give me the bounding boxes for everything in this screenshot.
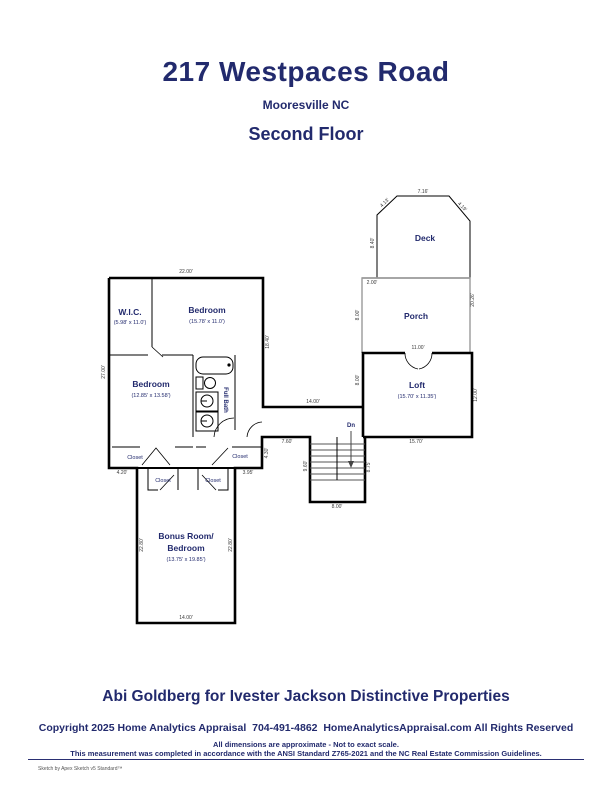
footer-disclaimer-ansi: This measurement was completed in accordance with the ANSI Standard Z765-2021 and the NC Real Estate Commission Guidelines. — [70, 749, 542, 758]
upper-right-closet-doors — [212, 448, 228, 465]
room-label-closet-lower-left: Closet — [155, 478, 171, 484]
room-label-closet-lower-right: Closet — [205, 478, 221, 484]
room-size-bedroom-left: (12.85' x 13.58') — [131, 393, 171, 399]
dim-bonus-bottom: 14.00' — [179, 615, 193, 621]
stairs-down-label: Dn — [347, 423, 355, 429]
room-label-wic: W.I.C. — [118, 307, 142, 317]
dim-loft-right: 12.00' — [473, 388, 479, 402]
dim-loft-bottom: 15.70' — [409, 439, 423, 445]
room-label-bedroom-left: Bedroom — [132, 379, 170, 389]
dim-bonus-right: 22.80' — [228, 538, 234, 552]
bath-door-arc — [214, 418, 234, 437]
dim-stairs-bottom: 8.00' — [331, 504, 343, 510]
room-label-bonus-line2: Bedroom — [167, 543, 205, 553]
room-size-wic: (5.98' x 11.0') — [113, 320, 147, 326]
dim-closet-right: 3.95' — [242, 470, 254, 476]
dim-deck-left: 8.40' — [370, 237, 376, 249]
french-door-arcs — [405, 353, 432, 369]
dim-porch-top-left: 2.00' — [366, 280, 378, 286]
room-label-deck: Deck — [414, 233, 436, 243]
room-label-bedroom-top: Bedroom — [188, 305, 226, 315]
dim-hall-lower: 7.60' — [281, 439, 293, 445]
room-label-loft: Loft — [408, 380, 426, 390]
dim-porch-right: 20.26' — [470, 293, 476, 307]
dim-hall: 14.00' — [306, 399, 320, 405]
footer-rule — [28, 759, 584, 760]
dim-stairs-left: 9.60' — [303, 460, 309, 472]
room-size-bedroom-top: (15.78' x 11.0') — [189, 319, 225, 325]
dim-porch-left: 8.00' — [355, 309, 361, 321]
room-size-loft: (15.70' x 11.35') — [397, 394, 437, 400]
dim-stairs-right: 8.75' — [366, 461, 372, 473]
dim-deck-diag-right: 4.19' — [456, 201, 468, 213]
upper-left-closet-doors — [142, 448, 170, 465]
room-label-full-bath: Full Bath — [222, 387, 228, 413]
footer-disclaimer-scale: All dimensions are approximate - Not to exact scale. — [213, 740, 399, 749]
dim-loft-door: 11.00' — [411, 345, 425, 351]
room-label-closet-upper-right: Closet — [232, 454, 248, 460]
dim-loft-left: 8.00' — [355, 374, 361, 386]
room-label-porch: Porch — [403, 311, 429, 321]
bedroom-door-arc — [247, 422, 262, 437]
dim-deck-top: 7.16' — [417, 189, 429, 195]
sketch-credit: Sketch by Apex Sketch v5 Standard™ — [38, 766, 123, 772]
footer-attribution: Abi Goldberg for Ivester Jackson Distinctive Properties — [102, 688, 510, 705]
floor-label: Second Floor — [248, 124, 364, 144]
room-size-bonus: (13.75' x 19.85') — [166, 557, 206, 563]
bathtub-icon — [196, 357, 233, 374]
toilet-bowl-icon — [205, 378, 216, 389]
dim-bedroom-right: 18.40' — [265, 335, 271, 349]
room-label-closet-upper-left: Closet — [127, 455, 143, 461]
room-label-bonus-line1: Bonus Room/ — [158, 531, 214, 541]
page-title: 217 Westpaces Road — [162, 56, 450, 87]
footer-copyright: Copyright 2025 Home Analytics Appraisal 704-491-4862 HomeAnalyticsAppraisal.com All Rights Reserved — [38, 722, 574, 734]
toilet-tank-icon — [196, 377, 203, 389]
tub-faucet-icon — [227, 363, 230, 366]
page-subtitle: Mooresville NC — [262, 98, 350, 112]
dim-main-left: 27.00' — [101, 365, 107, 379]
dim-closet-left: 4.20' — [116, 470, 128, 476]
dim-step-right: 4.30' — [264, 447, 270, 459]
dim-main-top: 22.00' — [179, 269, 193, 275]
dim-bonus-left: 22.80' — [139, 538, 145, 552]
dim-deck-diag-left: 4.13' — [379, 197, 391, 209]
wic-door-swing — [152, 347, 163, 357]
